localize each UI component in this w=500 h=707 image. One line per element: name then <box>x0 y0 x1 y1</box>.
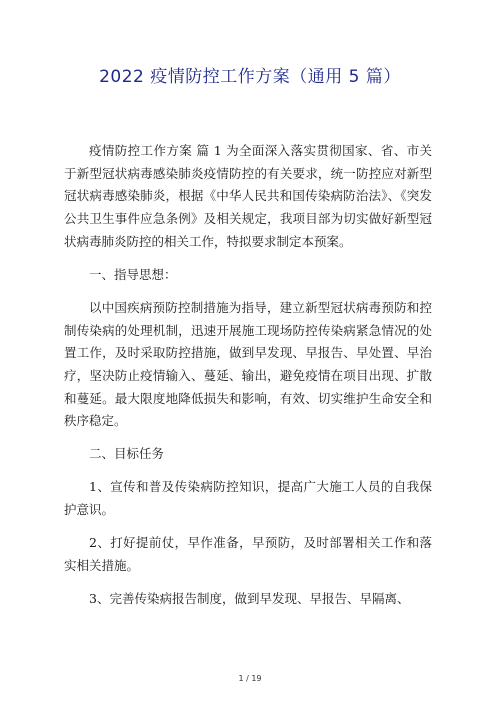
paragraph-guiding-ideology: 以中国疾病预防控制措施为指导，建立新型冠状病毒预防和控制传染病的处理机制，迅速开展施工现场防控传染病紧急情况的处置工作，及时采取防控措施，做到早发现、早报告、早处置、早治疗，坚决防止疫情输入、蔓延、输出，避免疫情在项目出现、扩散和蔓延。最大限度地降低损失和影响，有效、切实维护生命安全和秩序稳定。 <box>64 299 432 429</box>
page-number: 1 / 19 <box>238 674 262 683</box>
heading-objectives: 二、目标任务 <box>89 446 165 462</box>
paragraph-objective-1: 1、宣传和普及传染病防控知识，提高广大施工人员的自我保护意识。 <box>64 479 432 518</box>
paragraph-objective-3: 3、完善传染病报告制度，做到早发现、早报告、早隔离、 <box>89 590 410 606</box>
paragraph-objective-2: 2、打好提前仗，早作准备，早预防，及时部署相关工作和落实相关措施。 <box>64 535 432 573</box>
paragraph-intro: 疫情防控工作方案 篇 1 为全面深入落实贯彻国家、省、市关于新型冠状病毒感染肺炎疫情防控的有关要求，统一防控应对新型冠状病毒感染肺炎，根据《中华人民共和国传染病防治法》、《突发公共卫生事件应急条例》及相关规定，我项目部为切实做好新型冠状病毒肺炎防控的相关工作，特拟要求制定本预案。 <box>64 143 432 249</box>
document-body <box>64 140 432 621</box>
document-title: 2022 疫情防控工作方案（通用 5 篇） <box>99 67 401 87</box>
heading-guiding-ideology: 一、指导思想： <box>89 266 177 282</box>
